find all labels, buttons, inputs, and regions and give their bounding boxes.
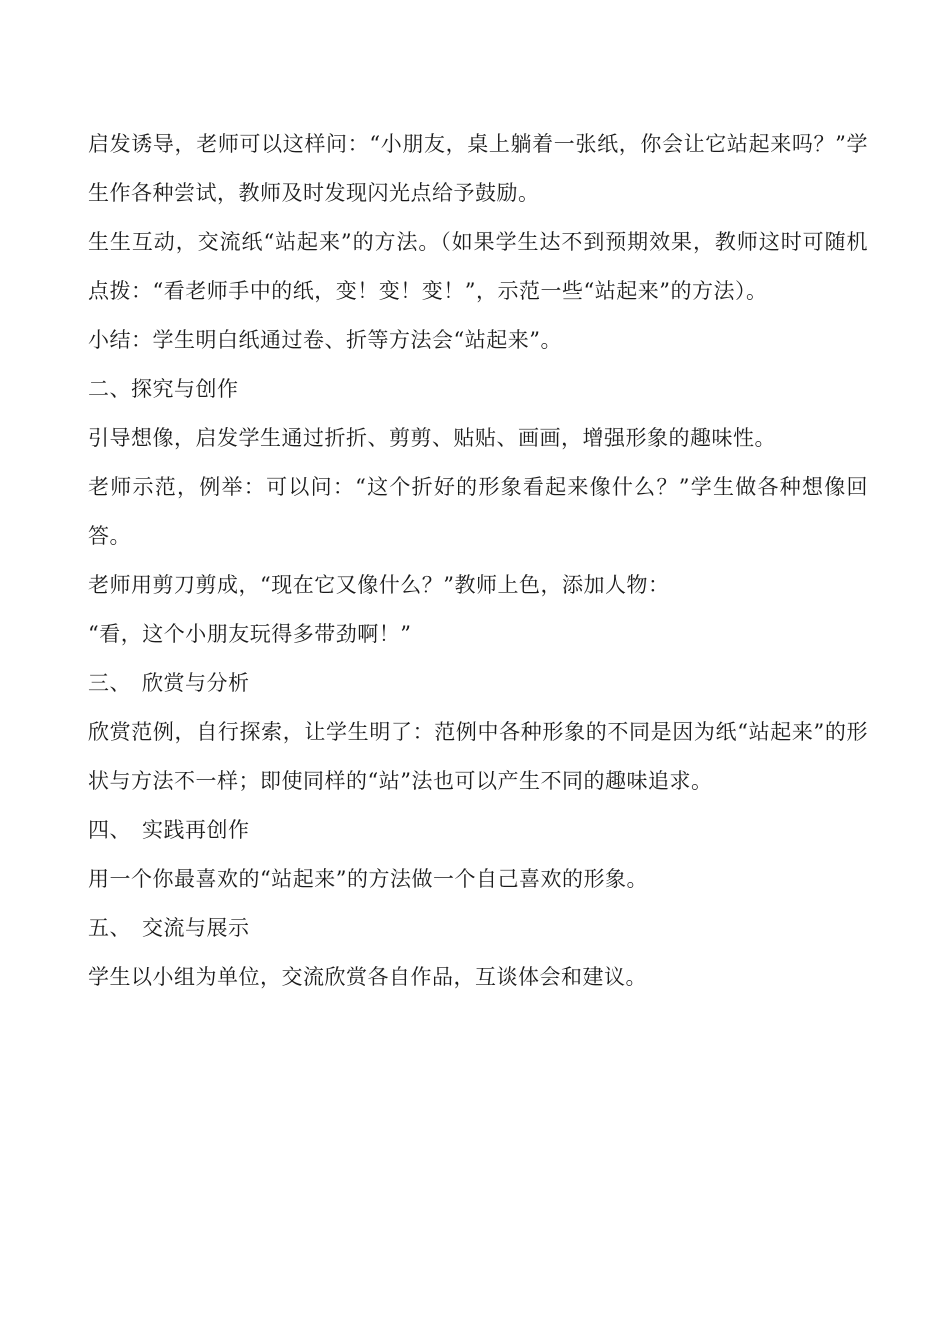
paragraph-quote: “看，这个小朋友玩得多带劲啊！” xyxy=(88,622,412,646)
paragraph-summary: 小结：学生明白纸通过卷、折等方法会“站起来”。 xyxy=(88,328,562,352)
section-heading-3: 三、 欣赏与分析 xyxy=(88,671,250,695)
paragraph-interaction: 生生互动，交流纸“站起来”的方法。（如果学生达不到预期效果，教师这时可随机点拨：“看老师手中的纸，变！变！变！”，示范一些“站起来”的方法）。 xyxy=(88,230,868,303)
paragraph-scissors: 老师用剪刀剪成，“现在它又像什么？”教师上色，添加人物： xyxy=(88,573,670,597)
paragraph-demo: 老师示范，例举：可以问：“这个折好的形象看起来像什么？”学生做各种想像回答。 xyxy=(88,475,868,548)
section-heading-2: 二、探究与创作 xyxy=(88,377,239,401)
document-body xyxy=(88,120,868,1002)
paragraph-exchange: 学生以小组为单位，交流欣赏各自作品，互谈体会和建议。 xyxy=(88,965,647,989)
paragraph-imagination: 引导想像，启发学生通过折折、剪剪、贴贴、画画，增强形象的趣味性。 xyxy=(88,426,776,450)
section-heading-5: 五、 交流与展示 xyxy=(88,916,250,940)
paragraph-appreciation: 欣赏范例，自行探索，让学生明了：范例中各种形象的不同是因为纸“站起来”的形状与方法不一样；即使同样的“站”法也可以产生不同的趣味追求。 xyxy=(88,720,868,793)
paragraph-guidance: 启发诱导，老师可以这样问：“小朋友，桌上躺着一张纸，你会让它站起来吗？”学生作各种尝试，教师及时发现闪光点给予鼓励。 xyxy=(88,132,868,205)
paragraph-practice: 用一个你最喜欢的“站起来”的方法做一个自己喜欢的形象。 xyxy=(88,867,648,891)
section-heading-4: 四、 实践再创作 xyxy=(88,818,250,842)
